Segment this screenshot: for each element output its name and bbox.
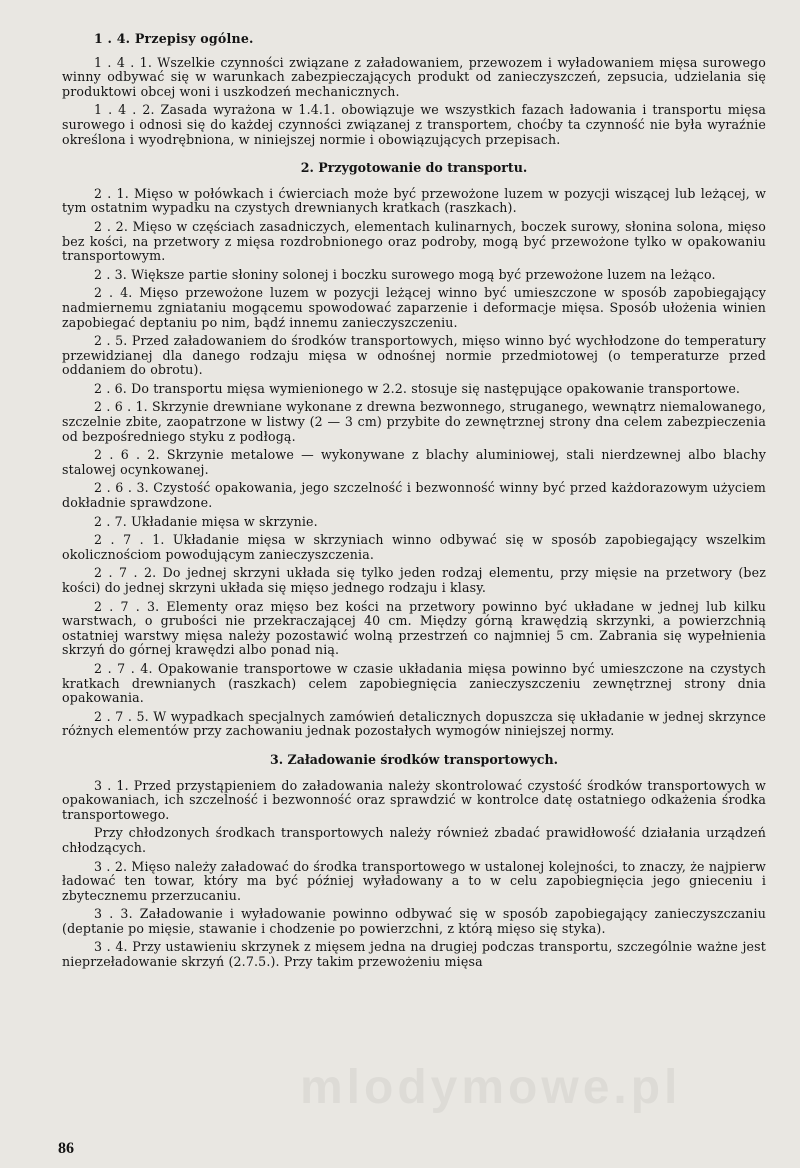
paragraph-2-6-2: 2 . 6 . 2. Skrzynie metalowe — wykonywane z blachy aluminiowej, stali nierdzewnej albo blachy stalowej ocynkowanej. <box>62 447 766 477</box>
paragraph-2-1: 2 . 1. Mięso w połówkach i ćwierciach może być przewożone luzem w pozycji wiszącej lub leżącej, w tym ostatnim wypadku na czystych drewnianych kratkach (raszkach). <box>62 185 766 216</box>
paragraph-3-2: 3 . 2. Mięso należy załadować do środka transportowego w ustalonej kolejności, to znaczy, że najpierw ładować ten towar, który ma być później wyładowany a to w celu zapobiegnięcia jego gnieceniu i zbytecznemu przerzucaniu. <box>62 858 766 903</box>
paragraph-2-6: 2 . 6. Do transportu mięsa wymienionego w 2.2. stosuje się następujące opakowanie transportowe. <box>94 380 741 396</box>
paragraph-3-1-continued: Przy chłodzonych środkach transportowych należy również zbadać prawidłowość działania urządzeń chłodzących. <box>62 825 766 855</box>
paragraph-2-7: 2 . 7. Układanie mięsa w skrzynie. <box>94 513 318 529</box>
page-number: 86 <box>58 1140 74 1157</box>
paragraph-2-7-5: 2 . 7 . 5. W wypadkach specjalnych zamówień detalicznych dopuszcza się układanie w jednej skrzynce różnych elementów przy zachowaniu jednak pozostałych wymogów niniejszej normy. <box>62 708 766 739</box>
paragraph-2-6-3: 2 . 6 . 3. Czystość opakowania, jego szczelność i bezwonność winny być przed każdorazowym użyciem dokładnie sprawdzone. <box>62 480 766 511</box>
paragraph-2-3: 2 . 3. Większe partie słoniny solonej i boczku surowego mogą być przewożone luzem na leżąco. <box>94 266 716 282</box>
paragraph-2-7-1: 2 . 7 . 1. Układanie mięsa w skrzyniach winno odbywać się w sposób zapobiegający wszelkim okolicznościom powodującym zanieczyszczenia. <box>62 532 766 562</box>
paragraph-2-6-1: 2 . 6 . 1. Skrzynie drewniane wykonane z drewna bezwonnego, struganego, wewnątrz niemalowanego, szczelnie zbite, zaopatrzone w listwy (2 — 3 cm) przybite do zewnętrznej strony dna celem zabezpieczenia od bezpośredniego styku z podłogą. <box>62 399 766 444</box>
paragraph-1-4-2: 1 . 4 . 2. Zasada wyrażona w 1.4.1. obowiązuje we wszystkich fazach ładowania i transportu mięsa surowego i odnosi się do każdej czynności związanej z transportem, choćby ta czynność nie była wyraźnie określona i wyodrębniona, w niniejszej normie i obowiązujących przepisach. <box>62 102 766 147</box>
paragraph-3-3: 3 . 3. Załadowanie i wyładowanie powinno odbywać się w sposób zapobiegający zanieczyszczaniu (deptanie po mięsie, stawanie i chodzenie po powierzchni, z którą mięso się styka). <box>62 906 766 936</box>
watermark: mlodymowe.pl <box>300 1061 682 1114</box>
paragraph-2-5: 2 . 5. Przed załadowaniem do środków transportowych, mięso winno być wychłodzone do temperatury przewidzianej dla danego rodzaju mięsa w odnośnej normie przedmiotowej (o temperaturze przed oddaniem do obrotu). <box>62 333 766 378</box>
paragraph-3-4: 3 . 4. Przy ustawieniu skrzynek z mięsem jedna na drugiej podczas transportu, szczególnie ważne jest nieprzeładowanie skrzyń (2.7.5.). Przy takim przewożeniu mięsa <box>62 939 766 970</box>
heading-1-4: 1 . 4. Przepisy ogólne. <box>94 31 254 46</box>
paragraph-1-4-1: 1 . 4 . 1. Wszelkie czynności związane z załadowaniem, przewozem i wyładowaniem mięsa surowego winny odbywać się w warunkach zabezpieczających produkt od zanieczyszczeń, zepsucia, udzielania się produktowi obcej woni i uszkodzeń mechanicznych. <box>62 54 766 99</box>
paragraph-3-1: 3 . 1. Przed przystąpieniem do załadowania należy skontrolować czystość środków transportowych w opakowaniach, ich szczelność i bezwonność oraz sprawdzić w kontrolce datę ostatniego odkażenia środka transportowego. <box>62 777 766 822</box>
document-body <box>62 32 766 974</box>
section-3-title: 3. Załadowanie środków transportowych. <box>269 751 558 767</box>
paragraph-2-7-3: 2 . 7 . 3. Elementy oraz mięso bez kości na przetwory powinno być układane w jednej lub kilku warstwach, o grubości nie przekraczającej 40 cm. Między górną krawędzią skrzynki, a powierzchnią ostatniej warstwy mięsa należy pozostawić wolną przestrzeń co najmniej 5 cm. Zabrania się wypełnienia skrzyń do górnej krawędzi albo ponad nią. <box>62 598 766 658</box>
paragraph-2-4: 2 . 4. Mięso przewożone luzem w pozycji leżącej winno być umieszczone w sposób zapobiegający nadmiernemu zgniataniu mogącemu spowodować zaparzenie i deformacje mięsa. Sposób ułożenia winien zapobiegać deptaniu po nim, bądź innemu zanieczyszczeniu. <box>62 285 766 330</box>
paragraph-2-2: 2 . 2. Mięso w częściach zasadniczych, elementach kulinarnych, boczek surowy, słonina solona, mięso bez kości, na przetwory z mięsa rozdrobnionego oraz podroby, mogą być przewożone tylko w opakowaniu transportowym. <box>62 218 766 264</box>
paragraph-2-7-2: 2 . 7 . 2. Do jednej skrzyni układa się tylko jeden rodzaj elementu, przy mięsie na przetwory (bez kości) do jednej skrzyni układa się mięso jednego rodzaju i klasy. <box>62 565 766 595</box>
paragraph-2-7-4: 2 . 7 . 4. Opakowanie transportowe w czasie układania mięsa powinno być umieszczone na czystych kratkach drewnianych (raszkach) celem zapobiegnięcia zanieczyszczeniu zewnętrznej strony dnia opakowania. <box>62 660 766 706</box>
section-2-title: 2. Przygotowanie do transportu. <box>300 160 528 176</box>
